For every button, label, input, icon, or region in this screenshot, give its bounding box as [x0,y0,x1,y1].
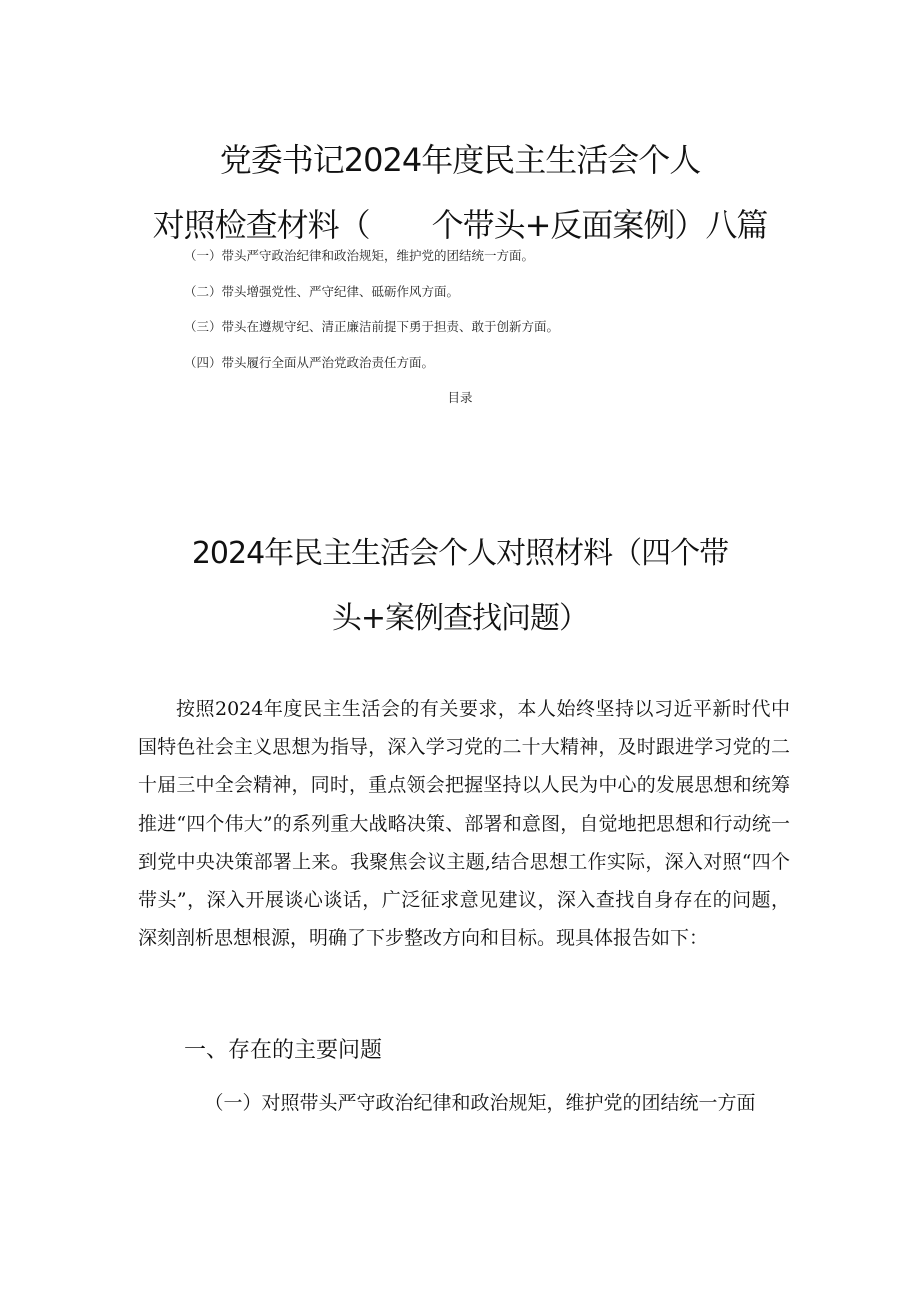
heading-main-problems: 一、存在的主要问题 [184,1038,383,1063]
intro-paragraph: 按照2024年度民主生活会的有关要求，本人始终坚持以习近平新时代中国特色社会主义思想为指导，深入学习党的二十大精神，及时跟进学习党的二十届三中全会精神，同时，重点领会把握坚持以人民为中心的发展思想和统筹推进“四个伟大”的系列重大战略决策、部署和意图，自觉地把思想和行动统一到党中央决策部署上来。我聚焦会议主题,结合思想工作实际，深入对照“四个带头”，深入开展谈心谈话，广泛征求意见建议，深入查找自身存在的问题，深刻剖析思想根源，明确了下步整改方向和目标。现具体报告如下： [138,698,790,950]
subheading-one: （一）对照带头严守政治纪律和政治规矩，维护党的团结统一方面 [204,1092,756,1114]
toc-item-2: （二）带头增强党性、严守纪律、砥砺作风方面。 [184,284,460,299]
toc-label: 目录 [447,390,473,405]
section-title-line-1: 2024年民主生活会个人对照材料（四个带 [191,536,729,571]
document-title-line-1: 党委书记2024年度民主生活会个人 [219,141,701,179]
toc-item-4: （四）带头履行全面从严治党政治责任方面。 [184,355,435,370]
toc-item-1: （一）带头严守政治纪律和政治规矩，维护党的团结统一方面。 [184,248,535,263]
toc-item-3: （三）带头在遵规守纪、清正廉洁前提下勇于担责、敢于创新方面。 [184,319,560,334]
document-title-line-2: 对照检查材料（ 个带头+反面案例）八篇 [152,206,768,244]
section-title-line-2: 头+案例查找问题） [331,601,589,636]
